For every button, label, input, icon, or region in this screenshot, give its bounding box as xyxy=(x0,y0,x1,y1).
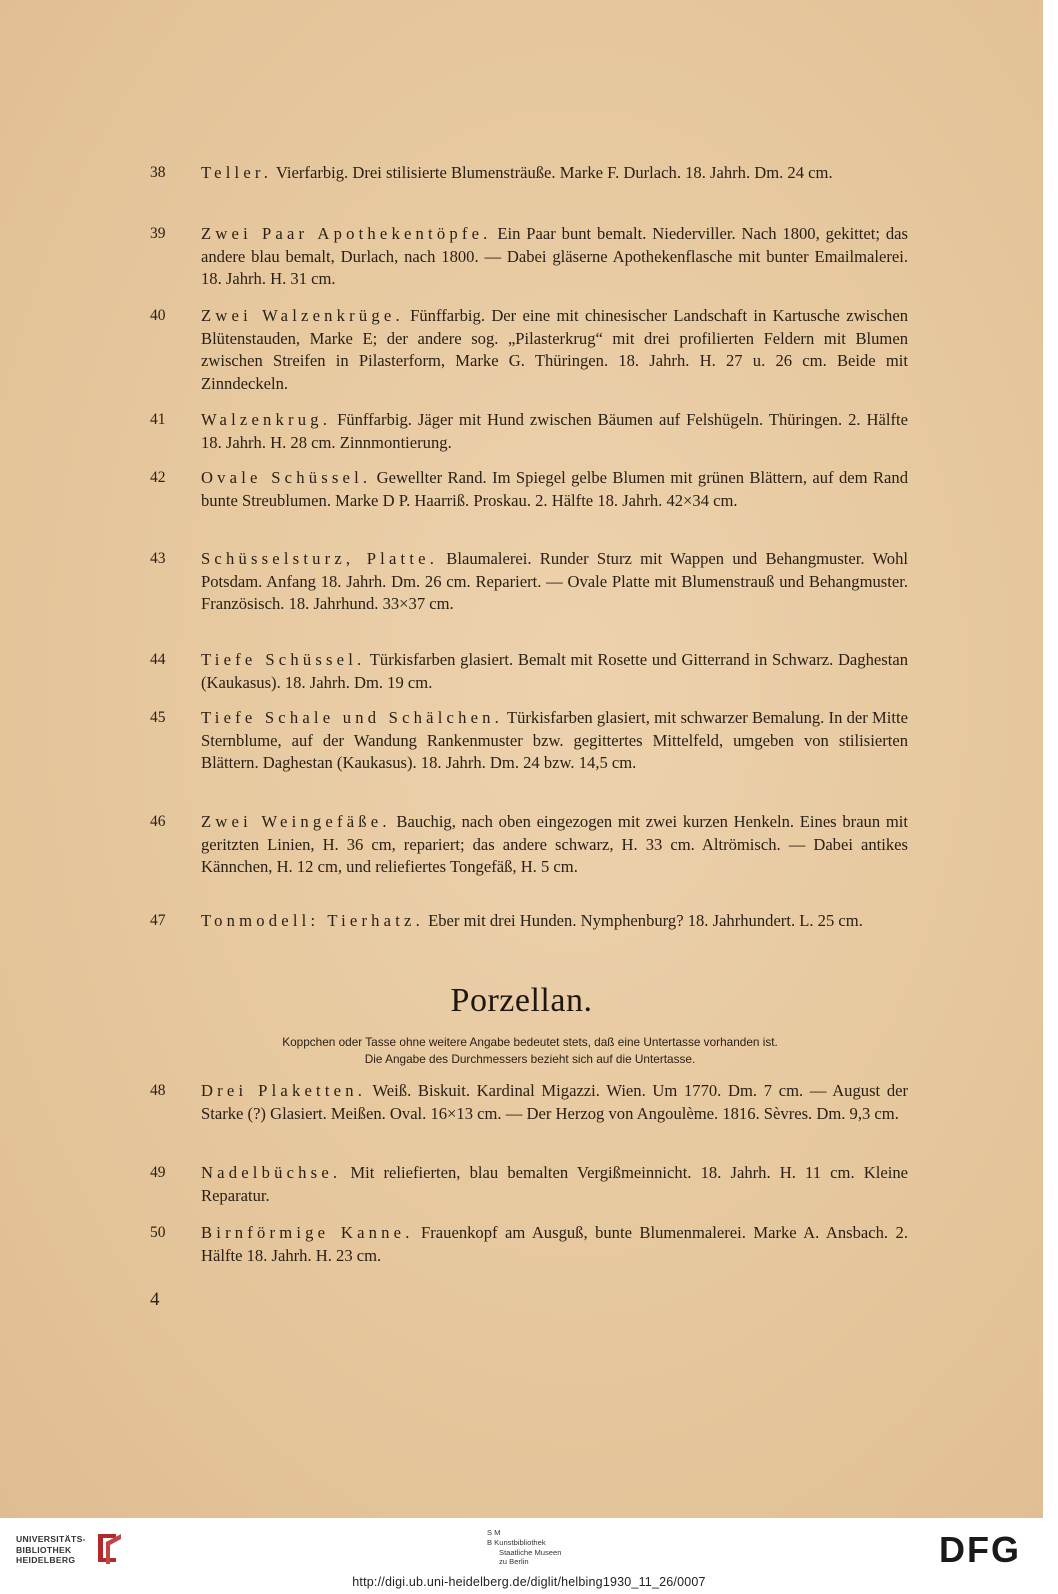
entry-text: Weiß. Biskuit. Kardinal Migazzi. Wien. Um 1770. Dm. 7 cm. — August der Starke (?) Glasiert. Meißen. Oval. 16×13 cm. — Der Herzog von Angoulème. 1816. Sèvres. Dm. 9,3 cm. xyxy=(201,1081,909,1123)
page-number: 4 xyxy=(150,1289,160,1310)
catalog-entry-48 xyxy=(150,1080,908,1125)
catalog-entry-42 xyxy=(150,467,908,512)
entry-text: Fünffarbig. Der eine mit chinesischer Landschaft in Kartusche zwischen Blütenstauden, Marke E; der andere sog. „Pilasterkrug“ mit drei profilierten Feldern mit Blumen zwischen Streifen in Pilasterform, Marke G. Thüringen. 18. Jahrh. H. 27 u. 26 cm. Beide mit Zinndeckeln. xyxy=(201,306,909,393)
catalog-entry-40 xyxy=(150,305,908,395)
entry-title: Tonmodell: Tierhatz. xyxy=(201,911,424,930)
entry-body xyxy=(201,910,908,933)
sm-line-1: S M xyxy=(487,1528,501,1537)
source-url[interactable]: http://digi.ub.uni-heidelberg.de/diglit/helbing1930_11_26/0007 xyxy=(352,1575,706,1589)
entry-title: Tiefe Schüssel. xyxy=(201,650,366,669)
entry-title: Schüsselsturz, Platte. xyxy=(201,549,439,568)
entry-title: Zwei Weingefäße. xyxy=(201,812,391,831)
entry-body xyxy=(201,409,908,454)
entry-text: Ein Paar bunt bemalt. Niederviller. Nach 1800, gekittet; das andere blau bemalt, Durlach, nach 1800. — Dabei gläserne Apothekenflasche mit bunter Emailmalerei. 18. Jahrh. H. 31 cm. xyxy=(201,224,908,289)
entry-title: Birnförmige Kanne. xyxy=(201,1223,414,1242)
entry-number: 40 xyxy=(150,307,166,324)
uni-line-1: UNIVERSITÄTS- xyxy=(16,1534,86,1544)
sm-line-2: B Kunstbibliothek xyxy=(487,1537,546,1547)
catalog-entry-50 xyxy=(150,1222,908,1267)
entry-title: Zwei Paar Apothekentöpfe. xyxy=(201,224,492,243)
entry-number: 45 xyxy=(150,709,166,726)
sm-line-4: zu Berlin xyxy=(499,1557,529,1567)
entry-text: Türkisfarben glasiert, mit schwarzer Bemalung. In der Mitte Sternblume, auf der Wandung Rankenmuster bzw. gegittertes Mittelfeld, umgeben von stilisierten Blättern. Daghestan (Kaukasus). 18. Jahrh. Dm. 24 bzw. 14,5 cm. xyxy=(201,708,908,773)
entry-body xyxy=(201,811,908,879)
entry-text: Bauchig, nach oben eingezogen mit zwei kurzen Henkeln. Eines braun mit geritzten Linien, H. 36 cm, repariert; das andere schwarz, H. 33 cm. Altrömisch. — Dabei antikes Kännchen, H. 12 cm, und reliefiertes Tongefäß, H. 5 cm. xyxy=(201,812,908,877)
entry-text: Blaumalerei. Runder Sturz mit Wappen und Behangmuster. Wohl Potsdam. Anfang 18. Jahrh. Dm. 26 cm. Repariert. — Ovale Platte mit Blumenstrauß und Behangmuster. Französisch. 18. Jahrhund. 33×37 cm. xyxy=(201,549,908,614)
catalog-entry-44 xyxy=(150,649,908,694)
catalog-entry-46 xyxy=(150,811,908,879)
entry-text: Mit reliefierten, blau bemalten Vergißmeinnicht. 18. Jahrh. H. 11 cm. Kleine Reparatur. xyxy=(201,1163,908,1205)
entry-title: Teller. xyxy=(201,163,273,182)
entry-title: Ovale Schüssel. xyxy=(201,468,372,487)
catalog-entry-47 xyxy=(150,910,908,933)
catalog-entry-38 xyxy=(150,162,908,185)
entry-body xyxy=(201,223,908,291)
entry-number: 43 xyxy=(150,550,166,567)
uni-line-2: BIBLIOTHEK xyxy=(16,1544,72,1555)
catalog-entry-41 xyxy=(150,409,908,454)
entry-number: 41 xyxy=(150,411,166,428)
entry-number: 50 xyxy=(150,1224,166,1241)
entry-text: Türkisfarben glasiert. Bemalt mit Rosette und Gitterrand in Schwarz. Daghestan (Kaukasus). 18. Jahrh. Dm. 19 cm. xyxy=(201,650,908,692)
entry-title: Zwei Walzenkrüge. xyxy=(201,306,404,325)
uni-line-3: HEIDELBERG xyxy=(16,1555,76,1565)
entry-title: Walzenkrug. xyxy=(201,410,332,429)
entry-text: Gewellter Rand. Im Spiegel gelbe Blumen mit grünen Blättern, auf dem Rand bunte Streublumen. Marke D P. Haarriß. Proskau. 2. Hälfte 18. Jahrh. 42×34 cm. xyxy=(201,468,909,510)
university-library-logo-text xyxy=(16,1534,96,1566)
section-heading-porzellan: Porzellan. xyxy=(450,982,593,1019)
catalog-entry-49 xyxy=(150,1162,908,1207)
entry-number: 46 xyxy=(150,813,166,830)
entry-number: 49 xyxy=(150,1164,166,1181)
entry-title: Nadelbüchse. xyxy=(201,1163,342,1182)
entry-text: Eber mit drei Hunden. Nymphenburg? 18. Jahrhundert. L. 25 cm. xyxy=(423,911,863,930)
entry-number: 48 xyxy=(150,1082,166,1099)
dfg-logo xyxy=(930,1528,1030,1568)
entry-number: 47 xyxy=(150,912,166,929)
entry-body xyxy=(201,1162,908,1207)
sm-line-3: Staatliche Museen xyxy=(499,1547,562,1557)
entry-body xyxy=(201,707,908,775)
entry-title: Tiefe Schale und Schälchen. xyxy=(201,708,503,727)
catalog-entry-45 xyxy=(150,707,908,775)
entry-number: 38 xyxy=(150,164,166,181)
entry-number: 39 xyxy=(150,225,166,242)
entry-body xyxy=(201,649,908,694)
smb-kunstbibliothek-logo-text xyxy=(487,1528,607,1567)
entry-number: 42 xyxy=(150,469,166,486)
entry-title: Drei Plaketten. xyxy=(201,1081,367,1100)
section-note-line-2: Die Angabe des Durchmessers bezieht sich auf die Untertasse. xyxy=(364,1052,696,1066)
entry-body xyxy=(201,162,908,185)
entry-body xyxy=(201,305,908,395)
dfg-logo-text: DFG xyxy=(939,1529,1021,1568)
catalog-entry-43 xyxy=(150,548,908,616)
university-library-logo-icon xyxy=(94,1530,124,1566)
entry-text: Frauenkopf am Ausguß, bunte Blumenmalerei. Marke A. Ansbach. 2. Hälfte 18. Jahrh. H. 23 cm. xyxy=(201,1223,908,1265)
entry-body xyxy=(201,548,908,616)
section-note xyxy=(190,1034,870,1068)
entry-number: 44 xyxy=(150,651,166,668)
catalog-entry-39 xyxy=(150,223,908,291)
entry-text: Fünffarbig. Jäger mit Hund zwischen Bäumen auf Felshügeln. Thüringen. 2. Hälfte 18. Jahrh. H. 28 cm. Zinnmontierung. xyxy=(201,410,908,452)
entry-body xyxy=(201,1080,908,1125)
entry-body xyxy=(201,1222,908,1267)
section-note-line-1: Koppchen oder Tasse ohne weitere Angabe bedeutet stets, daß eine Untertasse vorhanden ist. xyxy=(282,1035,778,1049)
entry-text: Vierfarbig. Drei stilisierte Blumensträuße. Marke F. Durlach. 18. Jahrh. Dm. 24 cm. xyxy=(272,163,833,182)
entry-body xyxy=(201,467,908,512)
